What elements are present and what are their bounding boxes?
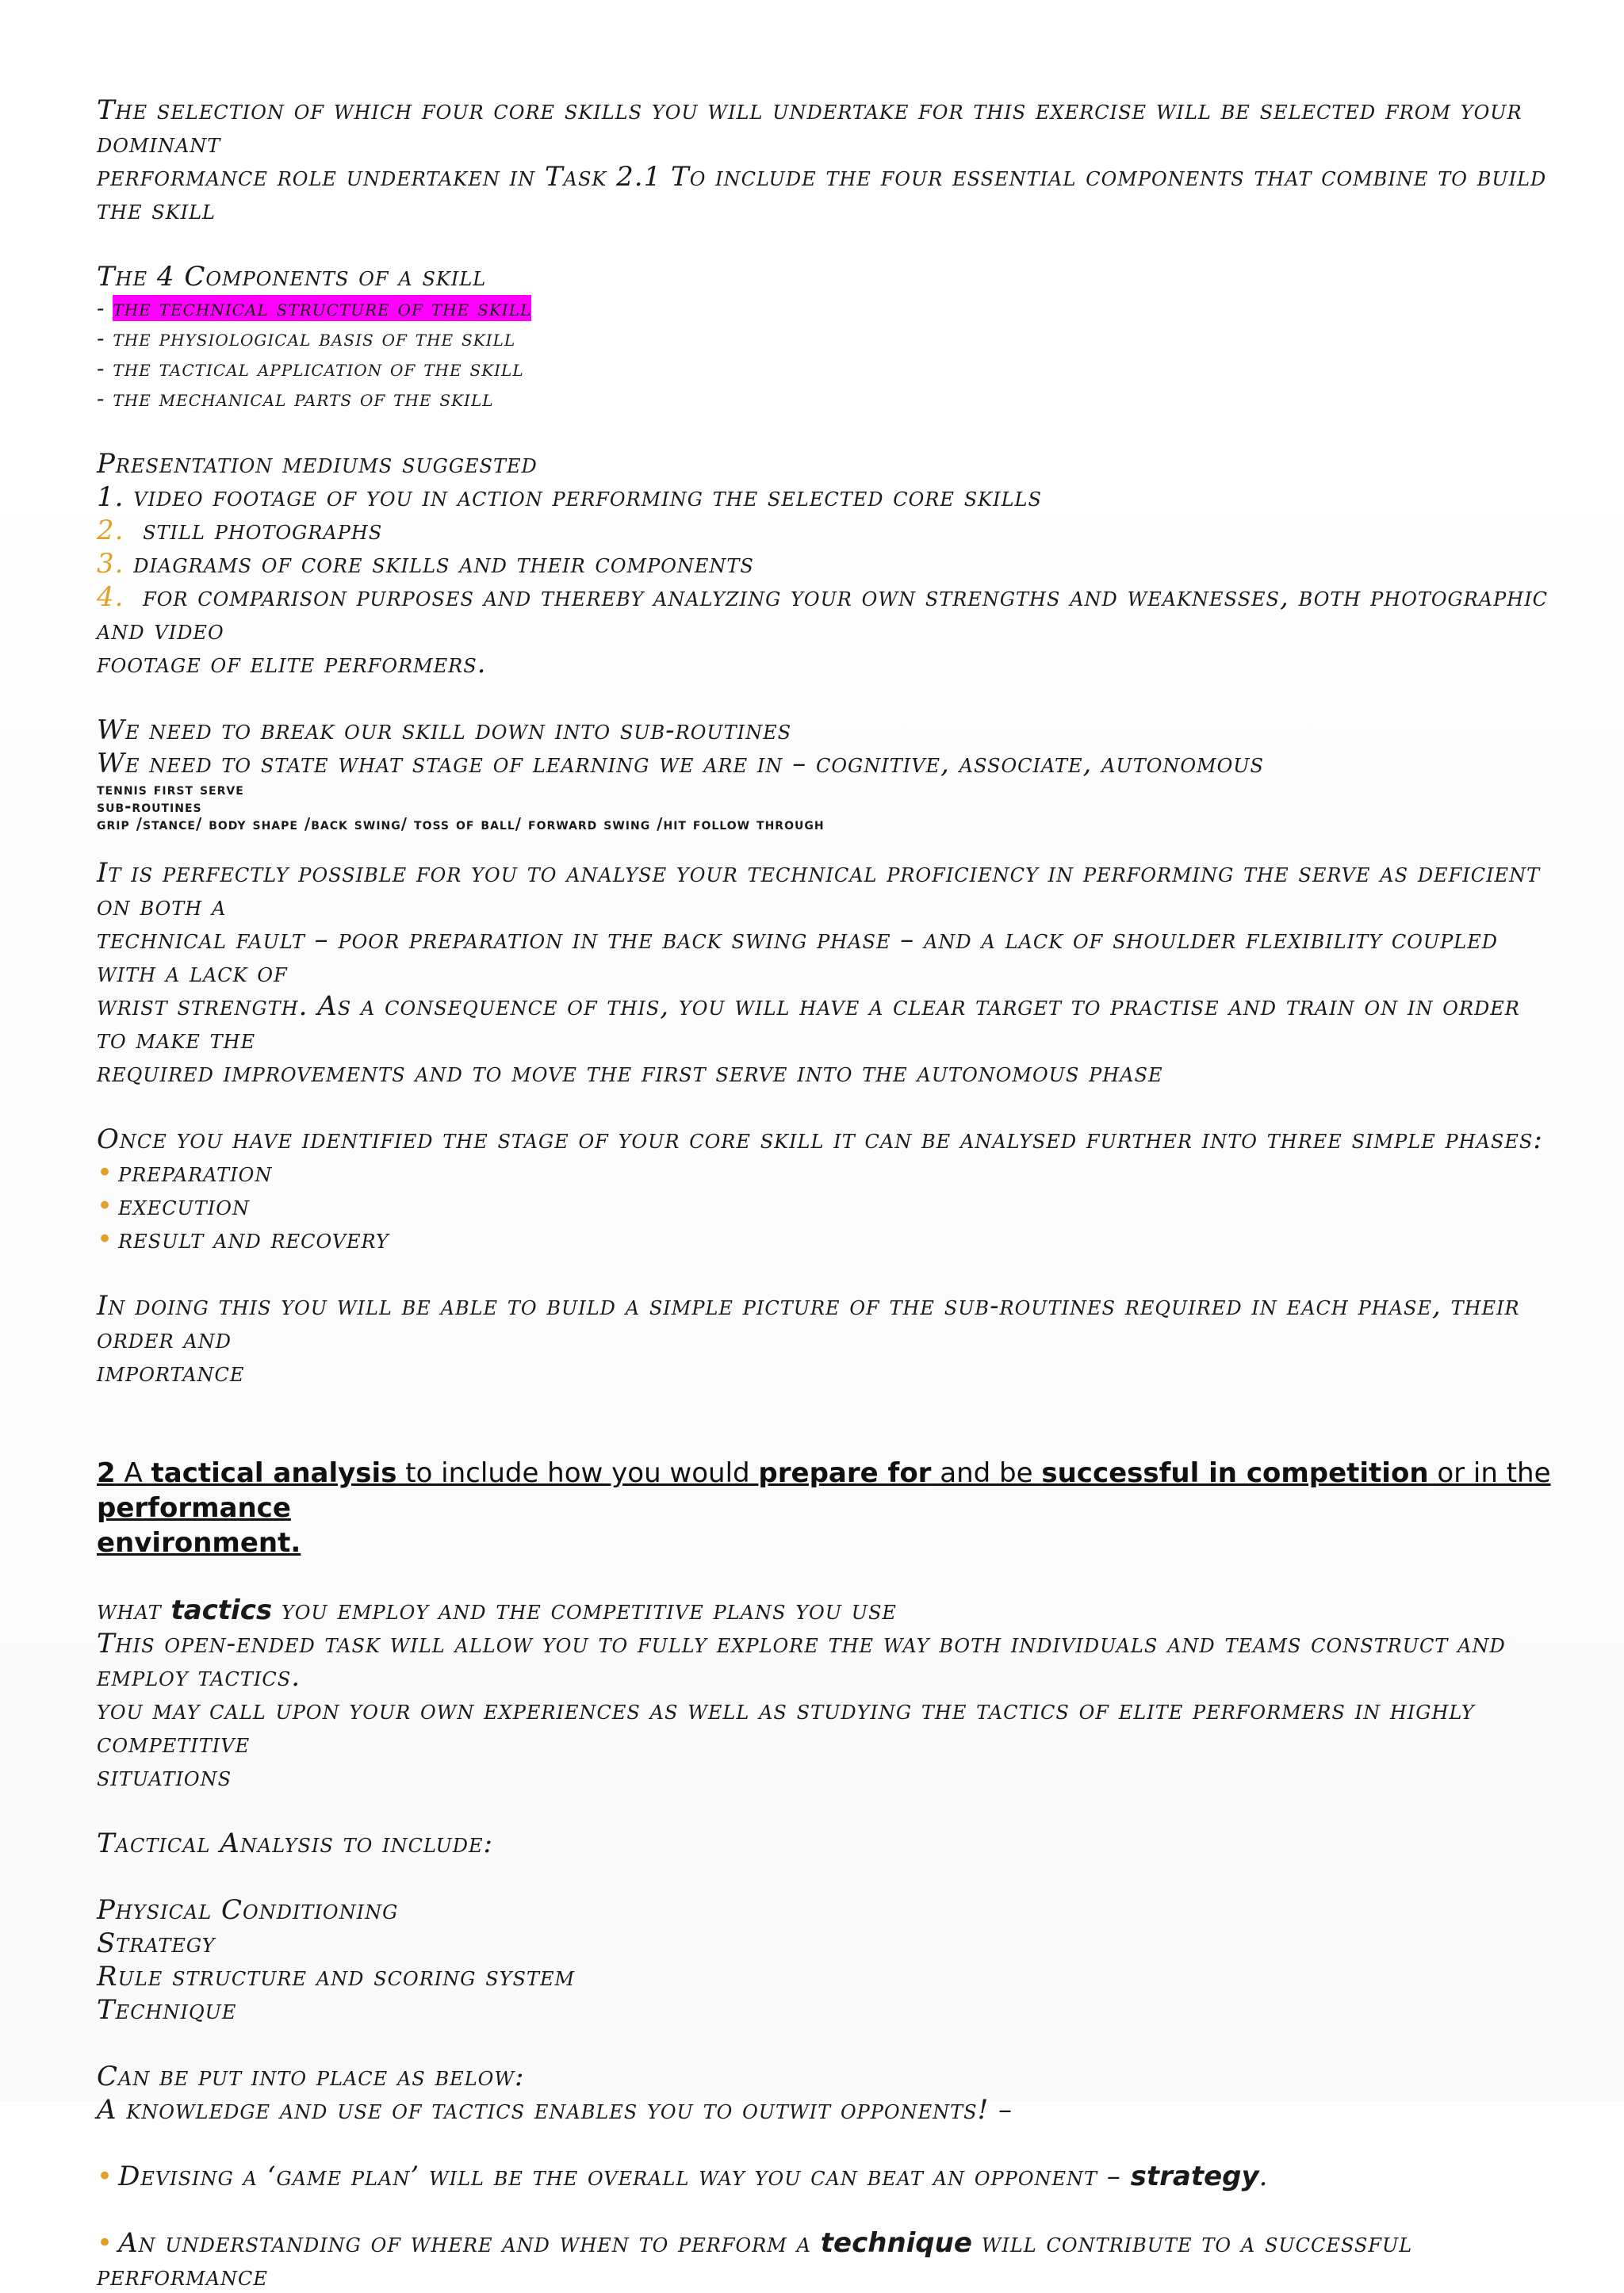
presentation-item-1: 1. video footage of you in action performing the selected core skills — [97, 481, 1042, 513]
phase-item-3: • result and recovery — [97, 1223, 389, 1255]
tactics-line-4: situations — [97, 1761, 232, 1793]
tactical-include-item-1: Physical Conditioning — [97, 1894, 399, 1926]
tactics-line-3: you may call upon your own experiences as well as studying the tactics of elite performers in highly competitive — [97, 1694, 1475, 1759]
analysis-line-2: technical fault – poor preparation in the back swing phase – and a lack of shoulder flexibility coupled with a lack of — [97, 924, 1498, 989]
section-2-heading-cont: environment. — [97, 1527, 301, 1559]
analysis-line-4: required improvements and to move the first serve into the autonomous phase — [97, 1057, 1163, 1089]
place-bullet-technique: • An understanding of where and when to perform a technique will contribute to a successful performance — [97, 2227, 1413, 2292]
phases-intro: Once you have identified the stage of your core skill it can be analysed further into three simple phases: — [97, 1124, 1543, 1155]
intro-line-2: performance role undertaken in Task 2.1 To include the four essential components that combine to build the skill — [97, 161, 1547, 226]
tactics-line-2: This open-ended task will allow you to fully explore the way both individuals and teams construct and employ tactics. — [97, 1628, 1506, 1693]
component-item-1: - the technical structure of the skill — [97, 295, 532, 321]
presentation-item-2: 2. still photographs — [97, 515, 383, 546]
tactical-include-item-4: Technique — [97, 1994, 237, 2026]
small-label-sequence: grip /stance/ body shape /back swing/ toss of ball/ forward swing /hit follow through — [97, 814, 825, 833]
document-body — [97, 94, 1556, 2293]
phase-item-1: • preparation — [97, 1157, 273, 1189]
place-bullet-strategy: • Devising a ‘game plan’ will be the overall way you can beat an opponent – strategy. — [97, 2161, 1269, 2192]
subroutines-line-1: We need to break our skill down into sub-routines — [97, 714, 792, 746]
tactical-include-title: Tactical Analysis to include: — [97, 1828, 494, 1859]
presentation-item-4: 4. for comparison purposes and thereby analyzing your own strengths and weaknesses, both photographic and video — [97, 581, 1549, 646]
picture-line-1: In doing this you will be able to build a simple picture of the sub-routines required in each phase, their order and — [97, 1290, 1520, 1355]
tactical-include-item-2: Strategy — [97, 1927, 216, 1959]
place-line-2: A knowledge and use of tactics enables you to outwit opponents! – — [97, 2094, 1013, 2126]
presentation-title: Presentation mediums suggested — [97, 448, 538, 480]
phase-item-2: • execution — [97, 1190, 250, 1222]
component-item-4: - the mechanical parts of the skill — [97, 385, 494, 412]
small-label-tennis: tennis first serve — [97, 779, 244, 798]
analysis-line-1: It is perfectly possible for you to analyse your technical proficiency in performing the serve as deficient on both a — [97, 857, 1541, 922]
small-label-subroutines: sub-routines — [97, 797, 202, 816]
section-2-heading: 2 A tactical analysis to include how you would prepare for and be successful in competition or in the performance — [97, 1457, 1551, 1524]
analysis-line-3: wrist strength. As a consequence of this, you will have a clear target to practise and train on in order to make the — [97, 990, 1520, 1055]
place-line-1: Can be put into place as below: — [97, 2061, 525, 2092]
tactics-line-1: what tactics you employ and the competitive plans you use — [97, 1594, 897, 1626]
component-item-2: - the physiological basis of the skill — [97, 325, 516, 351]
presentation-item-4-cont: footage of elite performers. — [97, 648, 487, 679]
tactical-include-item-3: Rule structure and scoring system — [97, 1961, 576, 1992]
components-title: The 4 Components of a skill — [97, 261, 487, 293]
subroutines-line-2: We need to state what stage of learning we are in – cognitive, associate, autonomous — [97, 748, 1264, 779]
component-item-3: - the tactical application of the skill — [97, 355, 524, 381]
intro-line-1: The selection of which four core skills you will undertake for this exercise will be selected from your dominant — [97, 94, 1522, 159]
picture-line-2: importance — [97, 1357, 245, 1388]
presentation-item-3: 3. diagrams of core skills and their components — [97, 548, 754, 580]
